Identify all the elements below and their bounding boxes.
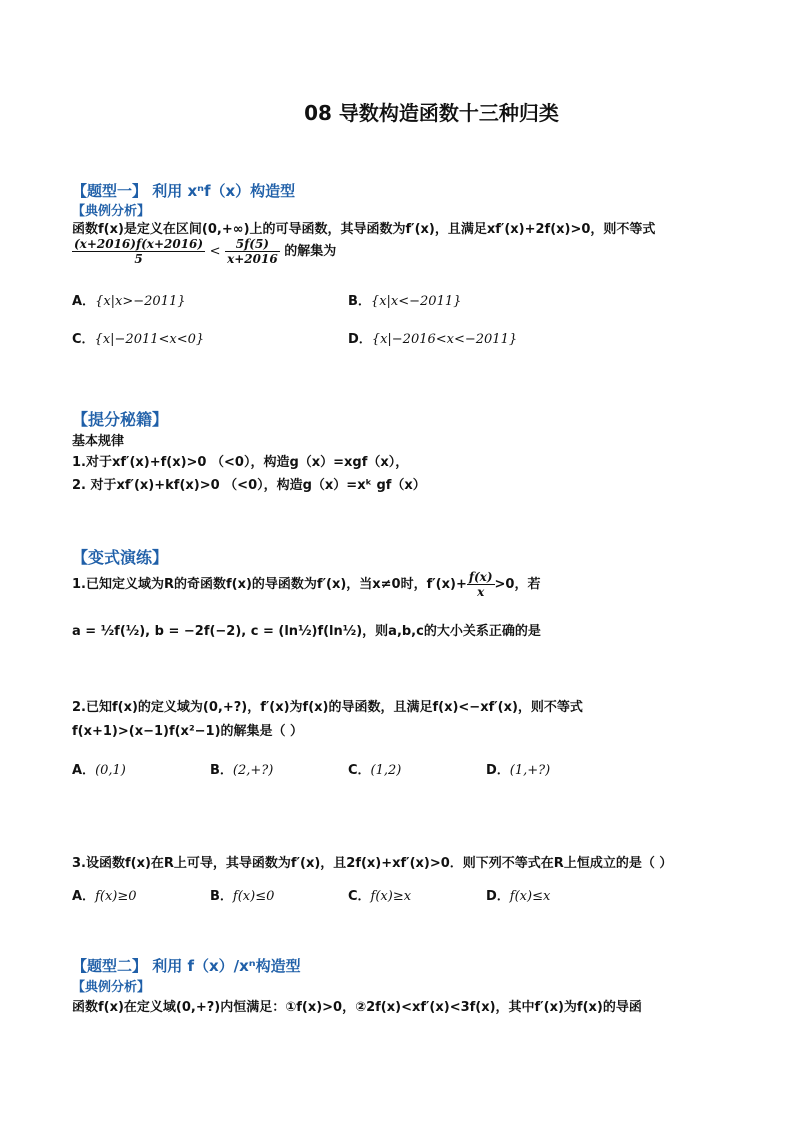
fraction-2-denominator: x+2016 [227,252,278,266]
type1-option-d[interactable] [348,328,517,347]
q1-fraction [467,570,495,599]
practice-q1-line1 [72,570,540,599]
option-text: {x|−2011<x<0} [94,332,205,347]
fraction-1-denominator: 5 [134,252,143,266]
type1-heading: 【题型一】 利用 xⁿf（x）构造型 [72,182,296,200]
type2-example-label: 【典例分析】 [72,980,151,995]
option-label: D． [348,332,372,347]
option-label: C． [72,332,95,347]
option-label: B． [348,294,371,309]
practice-q2-line2: f(x+1)>(x−1)f(x²−1)的解集是（ ） [72,724,304,739]
q2-option-b[interactable] [210,759,273,778]
tips-heading: 【提分秘籍】 [72,410,169,429]
option-label: C． [348,763,371,778]
q1-fraction-denominator: x [477,585,485,599]
tips-rule-title: 基本规律 [72,434,125,449]
option-text: f(x)≥x [370,889,412,904]
option-label: B． [210,763,233,778]
q1-fraction-numerator: f(x) [468,570,493,584]
fraction-1-numerator: (x+2016)f(x+2016) [74,237,204,251]
option-text: f(x)≤0 [232,889,275,904]
type1-option-a[interactable] [72,290,186,309]
type1-option-c[interactable] [72,328,204,347]
type1-example-label: 【典例分析】 [72,204,151,219]
type2-problem-line1: 函数f(x)在定义域(0,+?)内恒满足：①f(x)>0，②2f(x)<xf′(x)<3f(x)，其中f′(x)为f(x)的导函 [72,1000,642,1015]
type1-option-b[interactable] [348,290,461,309]
q2-option-d[interactable] [486,759,550,778]
q3-option-c[interactable] [348,885,411,904]
option-text: (1,2) [370,763,402,778]
option-text: (0,1) [95,763,126,778]
q1-line1-tail: >0，若 [494,577,541,592]
option-label: A． [72,763,96,778]
option-text: {x|−2016<x<−2011} [371,332,518,347]
q3-option-a[interactable] [72,885,137,904]
less-than-sign: < [209,244,221,259]
option-label: B． [210,889,233,904]
practice-q3-line1: 3.设函数f(x)在R上可导，其导函数为f′(x)，且2f(x)+xf′(x)>0．则下列不等式在R上恒成立的是（ ） [72,856,673,871]
option-label: A． [72,889,96,904]
fraction-2-numerator: 5f(5) [225,237,280,252]
option-label: C． [348,889,371,904]
type1-problem-line2 [72,237,336,266]
tips-rule-2: 2. 对于xf′(x)+kf(x)>0 （<0），构造g（x）=xᵏ gf（x） [72,478,426,493]
fraction-2 [225,237,280,266]
option-text: {x|x<−2011} [370,294,462,309]
q2-option-a[interactable] [72,759,126,778]
practice-heading: 【变式演练】 [72,548,169,567]
option-text: {x|x>−2011} [95,294,186,309]
option-text: f(x)≥0 [95,889,137,904]
option-text: (2,+?) [232,763,274,778]
type1-problem-line1: 函数f(x)是定义在区间(0,+∞)上的可导函数，其导函数为f′(x)，且满足xf′(x)+2f(x)>0，则不等式 [72,222,656,237]
option-text: f(x)≤x [509,889,551,904]
page-title: 08 导数构造函数十三种归类 [304,101,559,125]
type2-heading: 【题型二】 利用 f（x）/xⁿ构造型 [72,957,301,975]
q3-option-b[interactable] [210,885,274,904]
q1-line1-text: 1.已知定义域为R的奇函数f(x)的导函数为f′(x)，当x≠0时，f′(x)+ [72,577,467,592]
practice-q2-line1: 2.已知f(x)的定义域为(0,+?)，f′(x)为f(x)的导函数，且满足f(x)<−xf′(x)，则不等式 [72,700,583,715]
q2-option-c[interactable] [348,759,401,778]
practice-q1-line2: a = ½f(½), b = −2f(−2), c = (ln½)f(ln½)，则a,b,c的大小关系正确的是 [72,624,541,639]
option-label: A． [72,294,96,309]
fraction-1 [72,237,205,266]
tips-rule-1: 1.对于xf′(x)+f(x)>0 （<0），构造g（x）=xgf（x）， [72,455,409,470]
option-label: D． [486,763,510,778]
type1-problem-line2-tail: 的解集为 [284,244,337,259]
q3-option-d[interactable] [486,885,550,904]
option-label: D． [486,889,510,904]
option-text: (1,+?) [509,763,551,778]
